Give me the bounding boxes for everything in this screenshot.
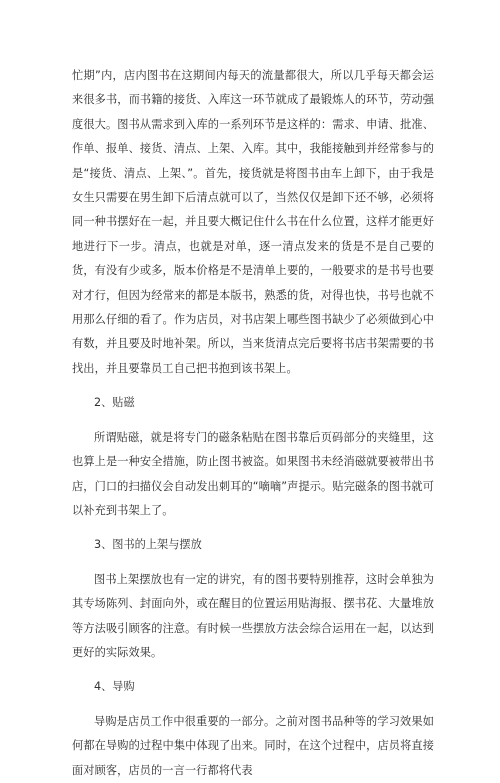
section-heading-magnetic-strip: 2、贴磁: [94, 396, 135, 410]
paragraph-receiving: 忙期”内，店内图书在这期间内每天的流量都很大，所以几乎每天都会运来很多书，而书籍的接货、入库这一环节就成了最锻炼人的环节，劳动强度很大。图书从需求到入库的一系列环节是这样的：需求、申请、批准、作单、报单、接货、清点、上架、入库。其中，我能接触到并经常参与的是“接货、清点、上架、”。首先，接货就是将图书由车上卸下，由于我是女生只需要在男生卸下后清点就可以了，当然仅仅是卸下还不够，必须将同一种书摆好在一起，并且要大概记住什么书在什么位置，这样才能更好地进行下一步。清点，也就是对单，逐一清点发来的货是不是自己要的货，有没有少或多，版本价格是不是清单上要的，一般要求的是书号也要对才行，但因为经常来的都是本版书，熟悉的货，对得也快，书号也就不用那么仔细的看了。作为店员，对书店架上哪些图书缺少了必须做到心中有数，并且要及时地补架。所以，当来货清点完后要将书店书架需要的书找出，并且要靠员工自己把书抱到该书架上。: [72, 69, 434, 375]
paragraph-magnetic-strip: 所谓贴磁，就是将专门的磁条粘贴在图书靠后页码部分的夹缝里，这也算上是一种安全措施，防止图书被盗。如果图书未经消磁就要被带出书店，门口的扫描仪会自动发出刺耳的“嘀嘀”声提示。贴完磁条的图书就可以补充到书架上了。: [72, 430, 434, 517]
section-heading-shopping-guide: 4、导购: [94, 680, 135, 694]
paragraph-shopping-guide: 导购是店员工作中很重要的一部分。之前对图书品种等的学习效果如何都在导购的过程中集中体现了出来。同时，在这个过程中，店员将直接面对顾客，店员的一言一行都将代表: [72, 714, 434, 777]
paragraph-shelving: 图书上架摆放也有一定的讲究，有的图书要特别推荐，这时会单独为其专场陈列、封面向外，或在醒目的位置运用贴海报、摆书花、大量堆放等方法吸引顾客的注意。有时候一些摆放方法会综合运用在一起，以达到更好的实际效果。: [72, 572, 434, 659]
section-heading-shelving: 3、图书的上架与摆放: [94, 538, 202, 552]
